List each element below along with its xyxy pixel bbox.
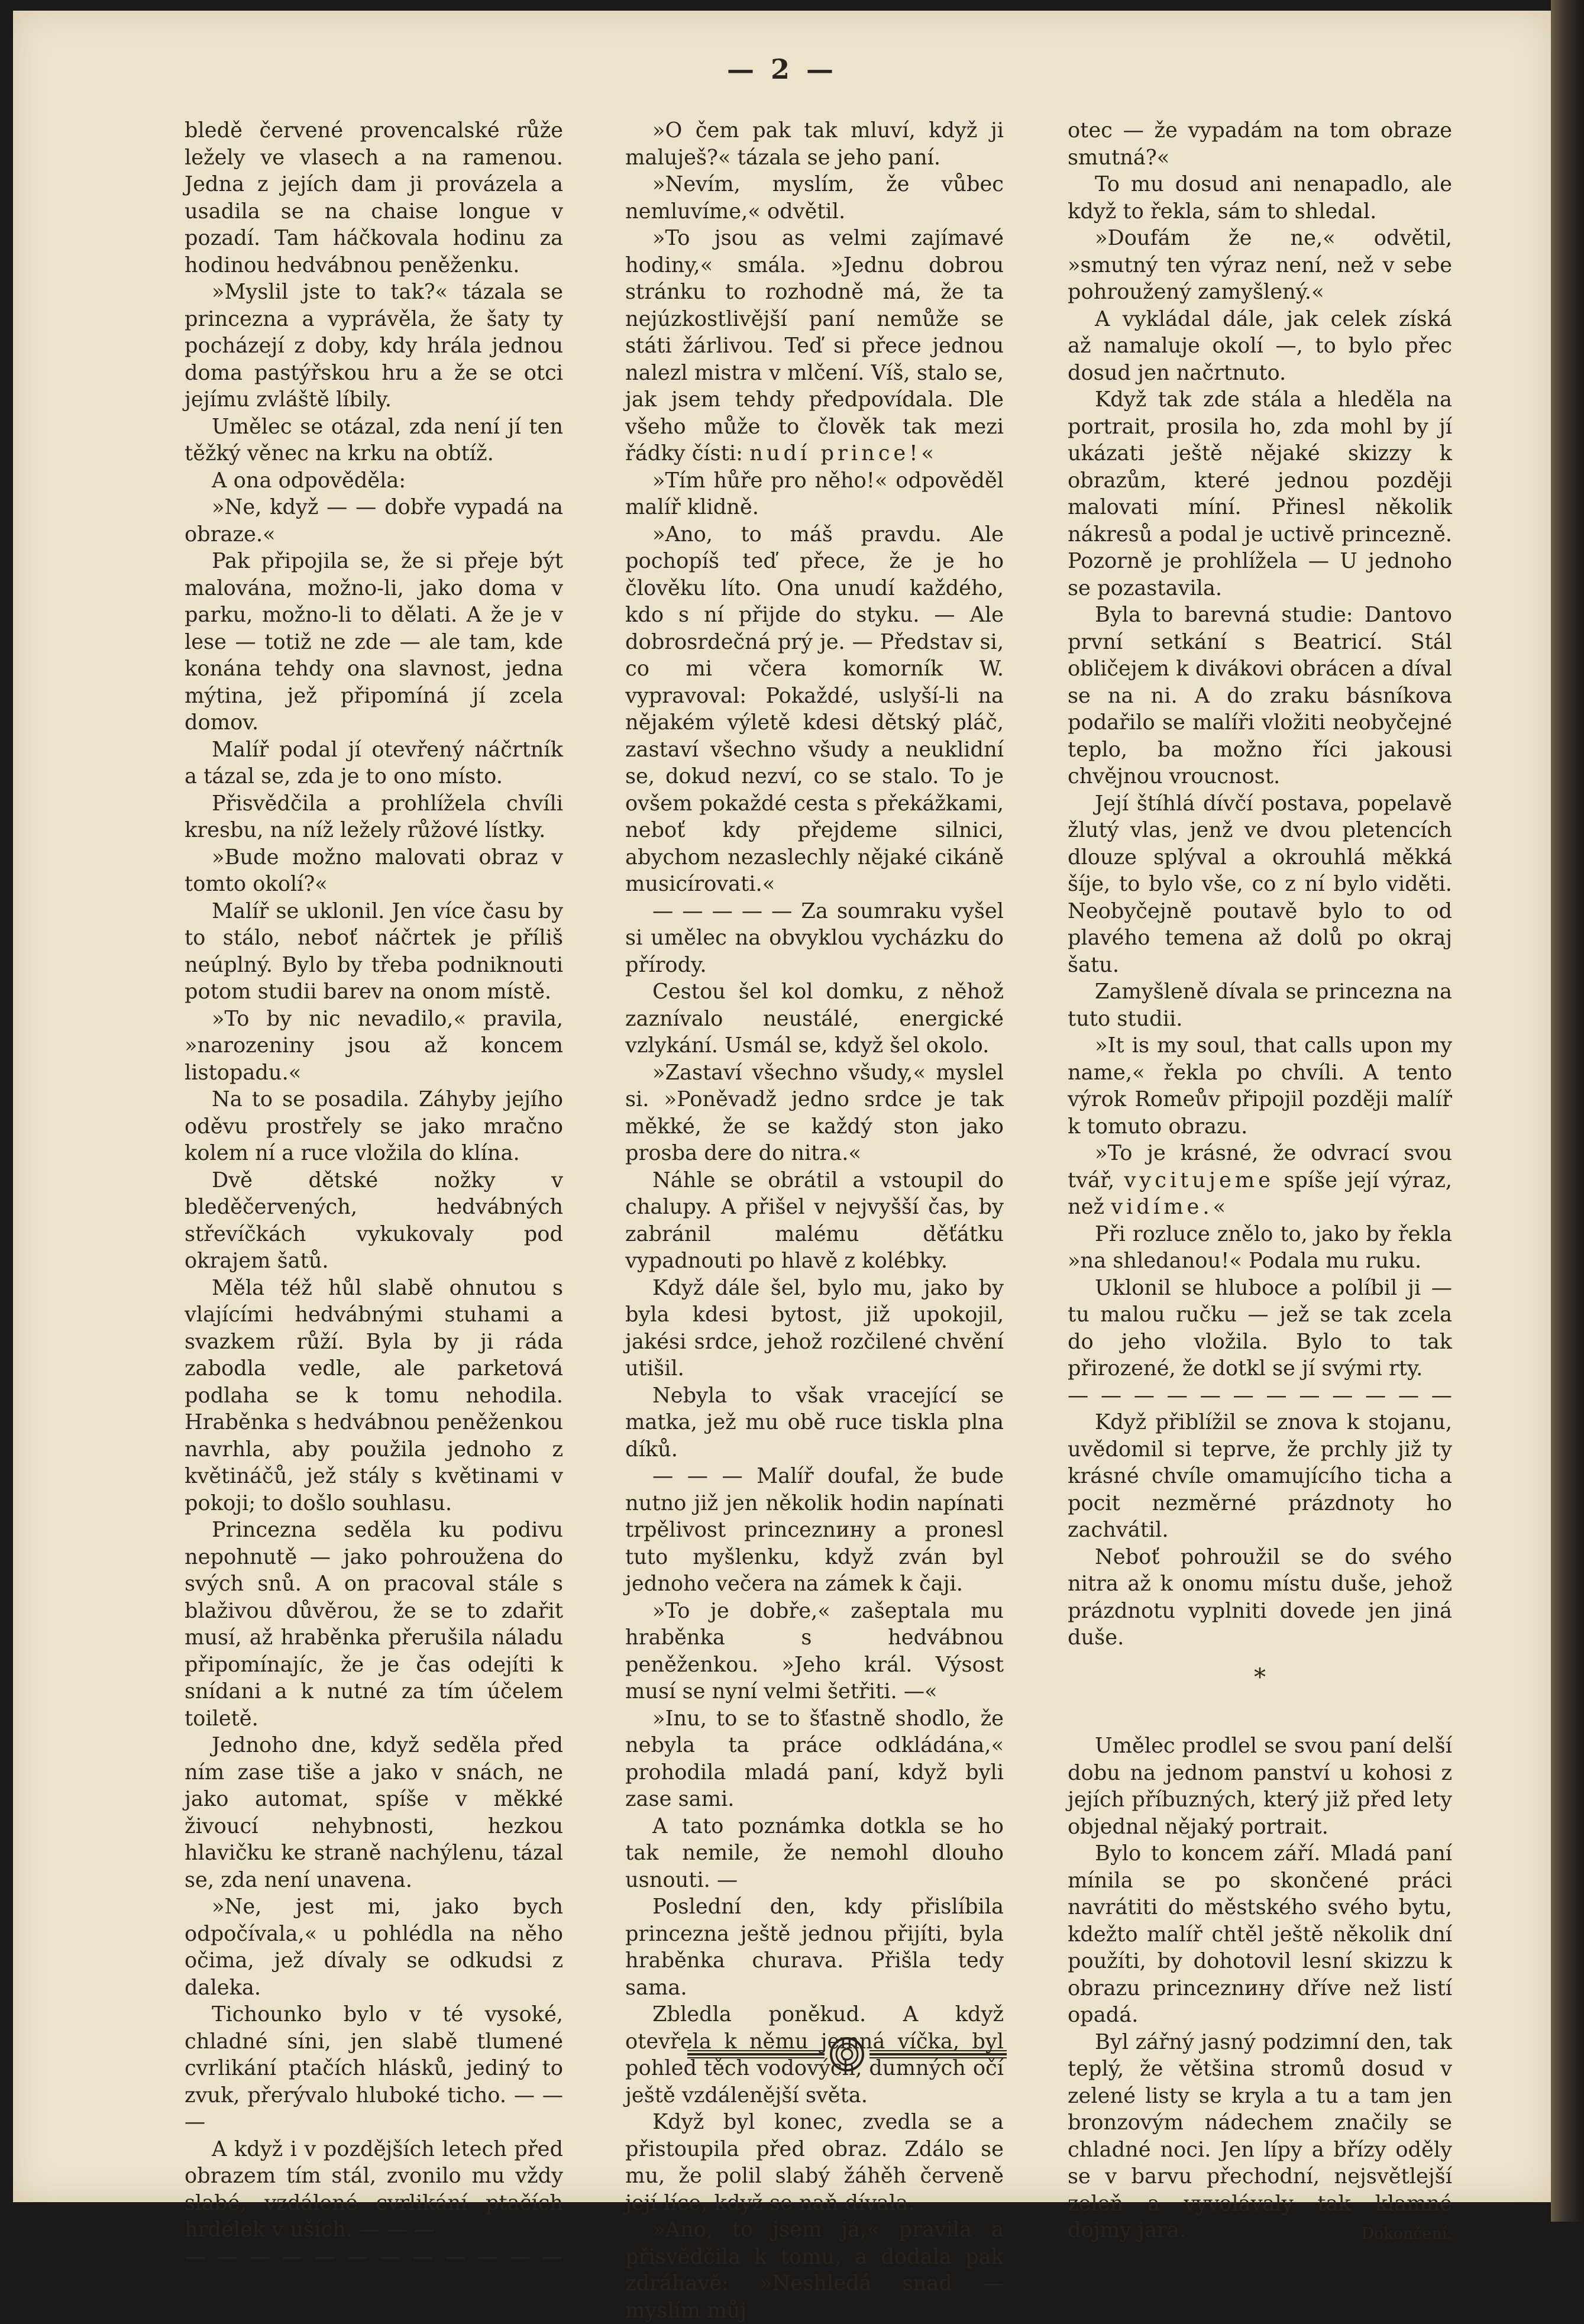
text-run: »To je krásné, že odvrací svou tvář, (1068, 1141, 1452, 1192)
paragraph: A ona odpověděla: (212, 468, 406, 493)
paragraph: »Myslil jste to tak?« tázala se princezna a vyprávěla, že šaty ty pocházejí z doby, kdy hrála jednou doma pastýřskou hru a že se otci jejímu zvláště líbily. (185, 280, 563, 412)
paragraph: Přisvědčila a prohlížela chvíli kresbu, na níž ležely růžové lístky. (185, 791, 563, 842)
paragraph: »Nevím, myslím, že vůbec nemluvíme,« odvětil. (625, 172, 1004, 224)
paragraph: Jednoho dne, když seděla před ním zase tiše a jako v snách, ne jako automat, spíše v měkké živoucí nehybnosti, hezkou hlavičku ke straně nachýlenu, tázal se, zda není unavena. (185, 1733, 563, 1892)
paragraph: »Zastaví všechno všudy,« myslel si. »Poněvadž jedno srdce je tak měkké, že se každý ston jako prosba dere do nitra.« (625, 1060, 1004, 1165)
paragraph: Dvě dětské nožky v bleděčervených, hedvábných střevíčkách vykukovaly pod okrajem šatů. (185, 1168, 563, 1273)
paragraph: »Doufám že ne,« odvětil, »smutný ten výraz není, než v sebe pohroužený zamyšlený.« (1068, 226, 1452, 304)
text-run: « (1213, 1195, 1226, 1219)
page-edge-shadow (1551, 0, 1584, 2222)
paragraph: Její štíhlá dívčí postava, popelavě žlutý vlas, jenž ve dvou pletencích dlouze splýval a okrouhlá měkká šíje, to bylo vše, co z ní bylo viděti. Neobyčejně poutavě bylo to od plavého temena až dolů po okraj šatu. (1068, 791, 1452, 977)
column-3 (1068, 117, 1452, 2247)
paragraph: A když i v pozdějších letech před obrazem tím stál, zvonilo mu vždy slabé, vzdálené cvrlikání ptačích hrdélek v uších. — — — (185, 2136, 563, 2242)
paragraph: Zbledla poněkud. A když otevřela k němu jemná víčka, byl pohled těch vodových, dumných očí ještě vzdálenější světa. (625, 2002, 1004, 2108)
paragraph: Zamyšleně dívala se princezna na tuto studii. (1068, 980, 1452, 1031)
paragraph: Na to se posadila. Záhyby jejího oděvu prostřely se jako mračno kolem ní a ruce vložila do klína. (185, 1087, 563, 1165)
to-be-concluded-note: Dokončení. (1361, 2224, 1452, 2243)
paragraph: »Ano, to máš pravdu. Ale pochopíš teď přece, že je ho člověku líto. Ona unudí každého, kdo s ní přijde do styku. — Ale dobrosrdečná prý je. — Představ si, co mi včera komorník W. vypravoval: Pokaždé, uslyší-li na nějakém výletě kdesi dětský pláč, zastaví všechno všudy a neuklidní se, dokud nezví, co se stalo. To je ovšem pokaždé cesta s překážkami, neboť kdy přejdeme silnici, abychom nezaslechly nějaké cikáně musicírovati.« (625, 522, 1004, 896)
paragraph: A vykládal dále, jak celek získá až namaluje okolí —, to bylo přec dosud jen načrtnuto. (1068, 306, 1452, 385)
paragraph: »O čem pak tak mluví, když ji maluješ?« tázala se jeho paní. (625, 118, 1004, 170)
paragraph: Cestou šel kol domku, z něhož zaznívalo neustálé, energické vzlykání. Usmál se, když šel okolo. (625, 980, 1004, 1058)
paragraph: »Bude možno malovati obraz v tomto okolí?« (185, 845, 563, 896)
section-star: * (1254, 1663, 1266, 1691)
newspaper-page (13, 11, 1551, 2323)
paragraph: Při rozluce znělo to, jako by řekla »na shledanou!« Podala mu ruku. (1068, 1221, 1452, 1273)
paragraph: Když byl konec, zvedla se a přistoupila před obraz. Zdálo se mu, že polil slabý žáhěh červeně její líce, když se naň dívala. (625, 2110, 1004, 2215)
paragraph: Byl zářný jasný podzimní den, tak teplý, že většina stromů dosud v zelené listy se kryla a tu a tam jen bronzovým nádechem značily se chladné noci. Jen lípy a břízy oděly se v barvu přechodní, nejsvětlejší zeleň a vyvolávaly tak klamné dojmy jara. (1068, 2029, 1452, 2242)
paragraph: Princezna seděla ku podivu nepohnutě — jako pohroužena do svých snů. A on pracoval stále s blaživou důvěrou, že se to zdařit musí, až hraběnka přerušila náladu připomínajíc, že je čas odejíti k snídani a k nutné za tím účelem toiletě. (185, 1518, 563, 1731)
paragraph: »Ano, to jsem já,« pravila a přisvědčila k tomu, a dodala pak zdráhavě: »Neshledá snad — myslím můj (625, 2218, 1004, 2323)
paragraph: »Inu, to se to šťastně shodlo, že nebyla ta práce odkládána,« prohodila mladá paní, když byli zase sami. (625, 1706, 1004, 1811)
paragraph: »Ne, když — — dobře vypadá na obraze.« (185, 495, 563, 547)
paragraph: — — — — — Za soumraku vyšel si umělec na obvyklou vycházku do přírody. (625, 898, 1004, 977)
paragraph: Pak připojila se, že si přeje být malována, možno-li, jako doma v parku, možno-li to dělati. A že je v lese — totiž ne zde — ale tam, kde konána tehdy ona slavnost, jedna mýtina, jež připomíná jí zcela domov. (185, 549, 563, 735)
text-run: « (921, 441, 934, 466)
paragraph: Uklonil se hluboce a políbil ji — tu malou ručku — jež se tak zcela do jeho vložila. Bylo to tak přirozené, že dotkl se jí svými rty. (1068, 1275, 1452, 1381)
column-1 (185, 117, 563, 2270)
paragraph: Když přiblížil se znova k stojanu, uvědomil si teprve, že prchly již ty krásné chvíle omamujícího ticha a pocit nezměrné prázdnoty ho zachvátil. (1068, 1410, 1452, 1542)
paragraph: Nebyla to však vracející se matka, jež mu obě ruce tiskla plna díků. (625, 1383, 1004, 1462)
paragraph: Umělec se otázal, zda není jí ten těžký věnec na krku na obtíž. (185, 414, 563, 466)
spaced-text: vycitujeme (1124, 1168, 1274, 1192)
page-number: — 2 — (726, 53, 838, 85)
paragraph: — — — Malíř doufal, že bude nutno již jen několik hodin napínati trpělivost princeznину a pronesl tuto myšlenku, když zván byl jednoho večera na zámek k čaji. (625, 1464, 1004, 1596)
paragraph: Náhle se obrátil a vstoupil do chalupy. A přišel v nejvyšší čas, by zabránil malému děťátku vypadnouti po hlavě z kolébky. (625, 1168, 1004, 1273)
paragraph: bledě červené provencalské růže ležely ve vlasech a na ramenou. Jedna z jejích dam ji provázela a usadila se na chaise longue v pozadí. Tam háčkovala hodinu za hodinou hedvábnou peněženku. (185, 118, 563, 277)
paragraph: To mu dosud ani nenapadlo, ale když to řekla, sám to shledal. (1068, 172, 1452, 224)
ornament-divider (687, 2034, 1007, 2075)
text-run: »To jsou as velmi zajímavé hodiny,« smála. »Jednu dobrou stránku to rozhodně má, že ta nejúzkostlivější paní nemůže se státi žárlivou. Teď si přece jednou nalezl mistra v mlčení. Víš, stalo se, jak jsem tehdy předpovídala. Dle všeho může to člověk tak mezi řádky čísti: (625, 226, 1004, 466)
text-run: spíše její výraz, než (1068, 1168, 1452, 1219)
paragraph: Když dále šel, bylo mu, jako by byla kdesi bytost, již upokojil, jakési srdce, jehož rozčilené chvění utišil. (625, 1275, 1004, 1381)
paragraph: Byla to barevná studie: Dantovo první setkání s Beatricí. Stál obličejem k divákovi obrácen a díval se na ni. A do zraku básníkova podařilo se malíři vložiti neobyčejné teplo, ba možno říci jakousi chvějnou vroucnost. (1068, 603, 1452, 788)
paragraph: otec — že vypadám na tom obraze smutná?« (1068, 118, 1452, 170)
paragraph: A tato poznámka dotkla se ho tak nemile, že nemohl dlouho usnouti. — (625, 1814, 1004, 1892)
paragraph: Když tak zde stála a hleděla na portrait, prosila ho, zda mohl by jí ukázati ještě nějaké skizzy k obrazům, které jednou později malovati míní. Přinesl několik nákresů a podal je uctivě princezně. Pozorně je prohlížela — U jednoho se pozastavila. (1068, 387, 1452, 600)
column-2 (625, 117, 1004, 2324)
paragraph: Měla též hůl slabě ohnutou s vlajícími hedvábnými stuhami a svazkem růží. Byla by ji ráda zabodla vedle, ale parketová podlaha se k tomu nehodila. Hraběnka s hedvábnou peněženkou navrhla, aby použila jednoho z květináčů, jež stály s květinami v pokoji; to došlo souhlasu. (185, 1275, 563, 1515)
paragraph: Poslední den, kdy přislíbila princezna ještě jednou přijíti, byla hraběnka churava. Přišla tedy sama. (625, 1895, 1004, 2000)
section-dashes: — — — — — — — — — — — — (1068, 1383, 1452, 1408)
paragraph: Bylo to koncem září. Mladá paní mínila se po skončené práci navrátiti do městského svého bytu, kdežto malíř chtěl ještě několik dní použíti, by dohotovil lesní skizzu k obrazu princeznину dříve než listí opadá. (1068, 1841, 1452, 2027)
paragraph: Malíř podal jí otevřený náčrtník a tázal se, zda je to ono místo. (185, 737, 563, 788)
paragraph: Tichounko bylo v té vysoké, chladné síni, jen slabě tlumené cvrlikání ptačích hlásků, jediný to zvuk, přerývalo hluboké ticho. — — — (185, 2002, 563, 2134)
paragraph: »Ne, jest mi, jako bych odpočívala,« u pohlédla na něho očima, jež dívaly se odkudsi z daleka. (185, 1895, 563, 2000)
paragraph: »To je dobře,« zašeptala mu hraběnka s hedvábnou peněženkou. »Jeho král. Výsost musí se nyní velmi šetřiti. —« (625, 1598, 1004, 1704)
paragraph: Umělec prodlel se svou paní delší dobu na jednom panství u kohosi z jejích příbuzných, který již před lety objednal nějaký portrait. (1068, 1734, 1452, 1839)
section-dashes: — — — — — — — — — — — — (185, 2244, 563, 2269)
paragraph: Neboť pohroužil se do svého nitra až k onomu místu duše, jehož prázdnotu vyplniti dovede jen jiná duše. (1068, 1544, 1452, 1650)
paragraph: »It is my soul, that calls upon my name,« řekla po chvíli. A tento výrok Romeův připojil později malíř k tomuto obrazu. (1068, 1033, 1452, 1139)
paragraph: »Tím hůře pro něho!« odpověděl malíř klidně. (625, 468, 1004, 519)
spaced-text: nudí prince! (749, 441, 922, 466)
spaced-text: vidíme. (1111, 1195, 1213, 1219)
paragraph (625, 225, 1004, 467)
paragraph: Malíř se uklonil. Jen více času by to stálo, neboť náčrtek je příliš neúplný. Bylo by třeba podniknouti potom studii barev na onom místě. (185, 898, 563, 1004)
paragraph (1068, 1140, 1452, 1221)
paragraph: »To by nic nevadilo,« pravila, »narozeniny jsou až koncem listopadu.« (185, 1006, 563, 1085)
